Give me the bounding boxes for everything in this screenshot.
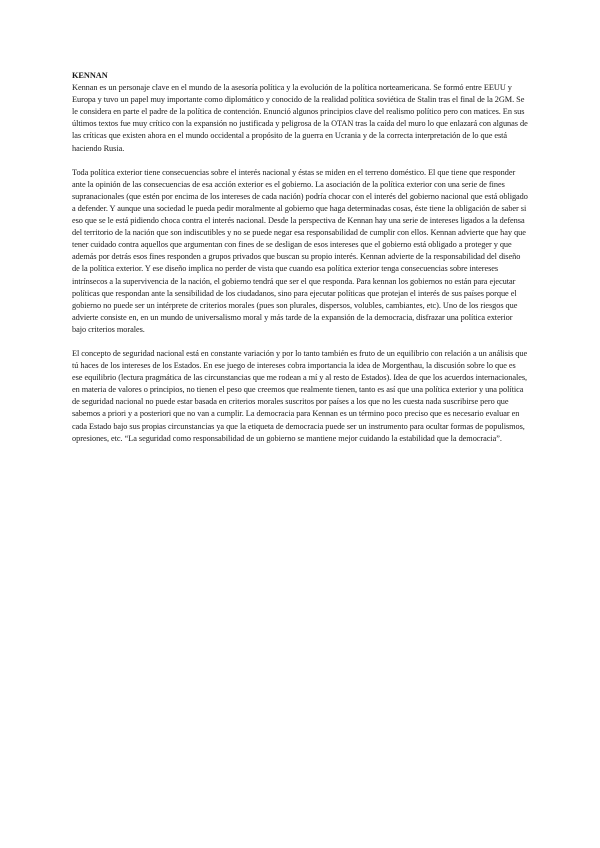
- paragraph-1: Kennan es un personaje clave en el mundo de la asesoría política y la evolución de la política norteamericana. Se formó entre EEUU y Europa y tuvo un papel muy importante como diplomático y conocido de la realidad política soviética de Stalin tras el final de la 2GM. Se le considera en parte el padre de la política de contención. Enunció algunos principios clave del realismo político pero con matices. En sus últimos textos fue muy crítico con la expansión no justificada y peligrosa de la OTAN tras la caída del muro lo que enlazará con algunas de las críticas que existen ahora en el mundo occidental a propósito de la guerra en Ucrania y de la correcta interpretación de lo que está haciendo Rusia.: [72, 83, 528, 153]
- paragraph-2: Toda política exterior tiene consecuencias sobre el interés nacional y éstas se miden en el terreno doméstico. El que tiene que responder ante la opinión de las consecuencias de esa acción exterior es el gobierno. La asociación de la política exterior con una serie de fines supranacionales (que estén por encima de los intereses de cada nación) podría chocar con el interés del gobierno nacional que está obligado a defender. Y aunque una sociedad le pueda pedir moralmente al gobierno que haga determinadas cosas, éste tiene la obligación de saber si eso que se le está pidiendo choca contra el interés nacional. Desde la perspectiva de Kennan hay una serie de intereses ligados a la defensa del territorio de la nación que son indiscutibles y no se puede negar esa responsabilidad de cumplir con ellos. Kennan advierte que hay que tener cuidado contra aquellos que argumentan con fines de se desligan de esos intereses que el gobierno está obligado a proteger y que además por detrás esos fines responden a grupos privados que buscan su propio interés. Kennan advierte de la responsabilidad del diseño de la política exterior. Y ese diseño implica no perder de vista que cuando esa política exterior tenga consecuencias sobre intereses intrínsecos a la supervivencia de la nación, el gobierno tendrá que ser el que responda. Para kennan los gobiernos no están para ejecutar políticas que respondan ante la sensibilidad de los ciudadanos, sino para ejecutar políticas que protejan el interés de sus países porque el gobierno no puede ser un intérprete de criterios morales (pues son plurales, dispersos, volubles, cambiantes, etc). Uno de los riesgos que advierte consiste en, en un mundo de universalismo moral y más tarde de la expansión de la democracia, disfrazar una política exterior bajo criterios morales.: [72, 167, 528, 334]
- document-title: KENNAN: [72, 71, 108, 80]
- paragraph-3: El concepto de seguridad nacional está en constante variación y por lo tanto también es fruto de un equilibrio con relación a un análisis que tú haces de los intereses de los Estados. En ese juego de intereses cobra importancia la idea de Morgenthau, la discusión sobre lo que es ese equilibrio (lectura pragmática de las circunstancias que me rodean a mí y al resto de Estados). Idea de que los acuerdos internacionales, en materia de valores o principios, no tienen el peso que creemos que realmente tienen, tanto es así que una política exterior y una política de seguridad nacional no puede estar basada en criterios morales suscritos por países a los que no les cuesta nada suscribirse pero que sabemos a priori y a posteriori que no van a cumplir. La democracia para Kennan es un término poco preciso que es necesario evaluar en cada Estado bajo sus propias circunstancias ya que la etiqueta de democracia puede ser un instrumento para ocultar formas de populismos, opresiones, etc. “La seguridad como responsabilidad de un gobierno se mantiene mejor cuidando la estabilidad que la democracia”.: [72, 348, 528, 443]
- document-body: [72, 70, 528, 445]
